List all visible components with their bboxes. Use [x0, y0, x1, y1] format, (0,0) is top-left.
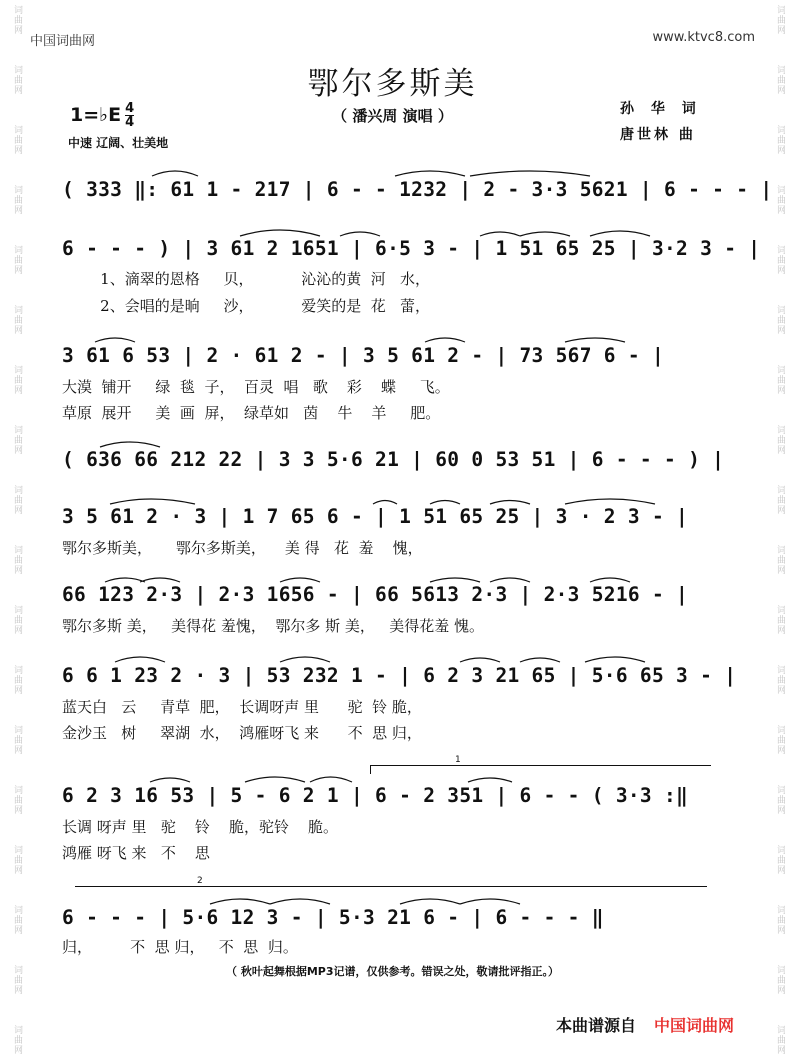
- notation-row: 6 6 1 23 2 · 3 | 53 232 1 - | 6 2 3 21 65 | 5·6 65 3 - |: [62, 664, 737, 687]
- lyricist-credit: 孙 华 词: [620, 101, 702, 117]
- side-watermark-text: 词曲网: [775, 425, 785, 455]
- side-watermark-text: 词曲网: [775, 65, 785, 95]
- side-watermark-text: 词曲网: [12, 965, 22, 995]
- lyric-line-verse-2: 鸿雁 呀飞 来 不 思: [62, 844, 210, 862]
- notation-row: 3 5 61 2 · 3 | 1 7 65 6 - | 1 51 65 25 | 3 · 2 3 - |: [62, 505, 689, 528]
- lyric-line-verse-1: 长调 呀声 里 驼 铃 脆，驼铃 脆。: [62, 818, 339, 836]
- brand-name: 中国词曲网: [654, 1016, 735, 1035]
- notation-row: 66 123 2·3 | 2·3 1656 - | 66 5613 2·3 | 2·3 5216 - |: [62, 583, 689, 606]
- lyric-line-verse-2: 金沙玉 树 翠湖 水， 鸿雁呀飞 来 不 思 归，: [62, 724, 422, 742]
- side-watermark-text: 词曲网: [775, 125, 785, 155]
- source-footer: [556, 1013, 734, 1036]
- side-watermark-text: 词曲网: [775, 305, 785, 335]
- side-watermark-text: 词曲网: [12, 425, 22, 455]
- side-watermark-text: 词曲网: [12, 545, 22, 575]
- notation-row: ( 333 ‖: 61 1 - 217 | 6 - - 1232 | 2 - 3·3 5621 | 6 - - - |: [62, 178, 773, 201]
- lyric-line: 鄂尔多斯美， 鄂尔多斯美， 美 得 花 羞 愧，: [62, 539, 423, 557]
- side-watermark-text: 词曲网: [775, 1025, 785, 1055]
- side-watermark-text: 词曲网: [775, 185, 785, 215]
- side-watermark-text: 词曲网: [12, 845, 22, 875]
- lyric-line: 鄂尔多斯 美， 美得花 羞愧， 鄂尔多 斯 美， 美得花羞 愧。: [62, 617, 484, 635]
- notation-row: 6 - - - ) | 3 61 2 1651 | 6·5 3 - | 1 51 65 25 | 3·2 3 - |: [62, 237, 761, 260]
- side-watermark-text: 词曲网: [775, 245, 785, 275]
- side-watermark-text: 词曲网: [12, 5, 22, 35]
- side-watermark-text: 词曲网: [775, 5, 785, 35]
- time-bottom: 4: [125, 115, 135, 130]
- key-label: 1=♭E: [70, 104, 122, 126]
- lyric-line-verse-1: 大漠 铺开 绿 毯 子， 百灵 唱 歌 彩 蝶 飞。: [62, 378, 450, 396]
- lyric-line-verse-1: 蓝天白 云 青草 肥， 长调呀声 里 驼 铃 脆，: [62, 698, 422, 716]
- lyric-line-verse-1: 1、滴翠的恩格 贝， 沁沁的黄 河 水，: [62, 270, 431, 288]
- side-watermark-text: 词曲网: [775, 605, 785, 635]
- side-watermark-text: 词曲网: [12, 185, 22, 215]
- composer-credit: 唐世林 曲: [620, 127, 696, 143]
- notation-row: 6 - - - | 5·6 12 3 - | 5·3 21 6 - | 6 - - - ‖: [62, 906, 604, 929]
- side-watermark-text: 词曲网: [775, 665, 785, 695]
- notation-row: 3 61 6 53 | 2 · 61 2 - | 3 5 61 2 - | 73 567 6 - |: [62, 344, 664, 367]
- volta-number: 1: [455, 755, 461, 765]
- second-ending-bracket: [75, 876, 707, 895]
- side-watermark-text: 词曲网: [775, 365, 785, 395]
- side-watermark-text: 词曲网: [775, 965, 785, 995]
- side-watermark-text: 词曲网: [12, 905, 22, 935]
- transcription-note: （ 秋叶起舞根据MP3记谱，仅供参考。错误之处，敬请批评指正。）: [226, 965, 559, 978]
- tempo-marking: 中速 辽阔、壮美地: [68, 136, 169, 150]
- side-watermark-text: 词曲网: [12, 245, 22, 275]
- key-signature: [70, 102, 134, 129]
- lyric-line: 归， 不 思 归， 不 思 归。: [62, 938, 298, 956]
- side-watermark-text: 词曲网: [775, 905, 785, 935]
- lyric-line-verse-2: 草原 展开 美 画 屏， 绿草如 茵 牛 羊 肥。: [62, 404, 441, 422]
- side-watermark-text: 词曲网: [12, 785, 22, 815]
- side-watermark-text: 词曲网: [12, 305, 22, 335]
- side-watermark-left: [0, 0, 22, 1059]
- volta-number: 2: [197, 876, 203, 886]
- song-title: 鄂尔多斯美: [307, 66, 478, 102]
- lyric-line-verse-2: 2、会唱的是晌 沙， 爱笑的是 花 蕾，: [62, 297, 431, 315]
- first-ending-bracket: [370, 755, 711, 774]
- site-name-left: 中国词曲网: [30, 34, 96, 49]
- side-watermark-right: [763, 0, 785, 1059]
- side-watermark-text: 词曲网: [12, 365, 22, 395]
- site-url: www.ktvc8.com: [652, 30, 755, 45]
- source-label: 本曲谱源自: [556, 1016, 637, 1035]
- notation-row: ( 636 66 212 22 | 3 3 5·6 21 | 60 0 53 51 | 6 - - - ) |: [62, 448, 725, 471]
- side-watermark-text: 词曲网: [775, 845, 785, 875]
- singer-credit: （ 潘兴周 演唱 ）: [332, 107, 453, 125]
- side-watermark-text: 词曲网: [775, 485, 785, 515]
- side-watermark-text: 词曲网: [12, 485, 22, 515]
- side-watermark-text: 词曲网: [775, 785, 785, 815]
- side-watermark-text: 词曲网: [12, 65, 22, 95]
- side-watermark-text: 词曲网: [12, 125, 22, 155]
- side-watermark-text: 词曲网: [775, 725, 785, 755]
- side-watermark-text: 词曲网: [12, 605, 22, 635]
- time-top: 4: [125, 101, 135, 116]
- side-watermark-text: 词曲网: [12, 725, 22, 755]
- time-signature: [125, 102, 134, 129]
- side-watermark-text: 词曲网: [12, 1025, 22, 1055]
- notation-row: 6 2 3 16 53 | 5 - 6 2 1 | 6 - 2 351 | 6 - - ( 3·3 :‖: [62, 784, 689, 807]
- side-watermark-text: 词曲网: [775, 545, 785, 575]
- side-watermark-text: 词曲网: [12, 665, 22, 695]
